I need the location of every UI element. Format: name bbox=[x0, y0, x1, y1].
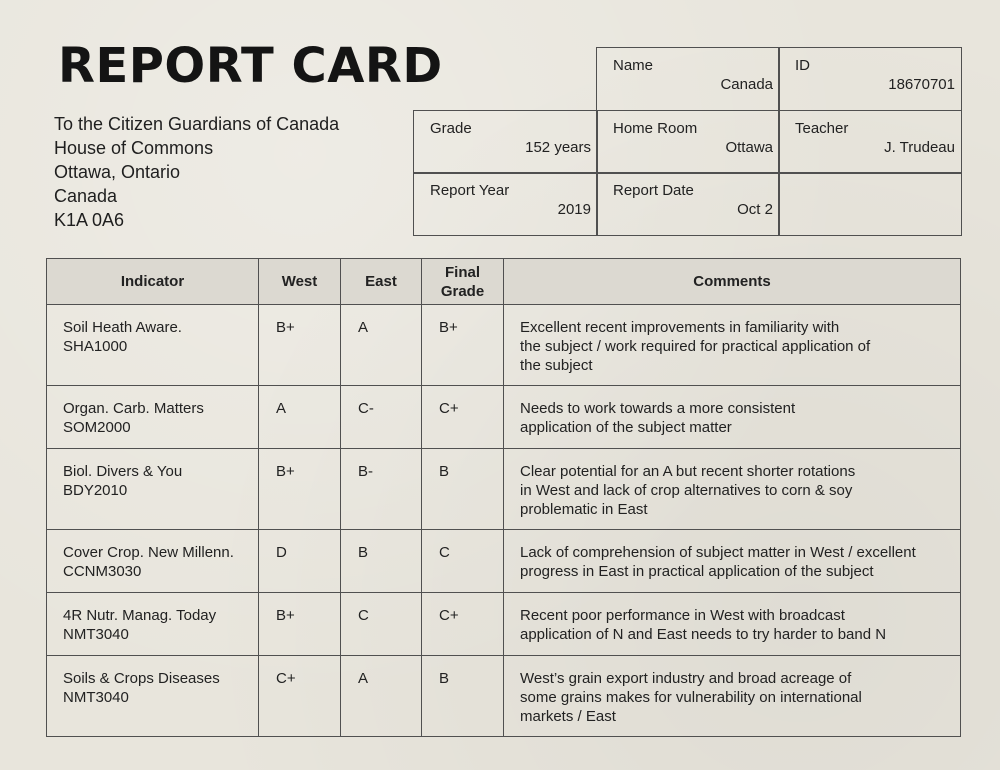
east-grade: B- bbox=[341, 449, 422, 530]
comment-line: Lack of comprehension of subject matter in West / excellent bbox=[520, 544, 916, 561]
comment-line: problematic in East bbox=[520, 501, 648, 518]
indicator-name: Soils & Crops Diseases bbox=[63, 670, 220, 687]
west-grade: B+ bbox=[259, 449, 341, 530]
final-grade: C+ bbox=[422, 386, 504, 449]
west-grade: B+ bbox=[259, 305, 341, 386]
final-grade: B bbox=[422, 449, 504, 530]
east-grade: C bbox=[341, 593, 422, 656]
report-date-cell bbox=[596, 172, 780, 236]
west-grade: D bbox=[259, 530, 341, 593]
grade-label: Grade bbox=[430, 120, 472, 137]
empty-cell bbox=[778, 172, 962, 236]
table-header-row bbox=[47, 259, 961, 305]
final-grade: C bbox=[422, 530, 504, 593]
report-date-label: Report Date bbox=[613, 182, 694, 199]
indicator-code: NMT3040 bbox=[63, 626, 129, 643]
header-final-line2: Grade bbox=[440, 282, 485, 300]
comment-cell bbox=[504, 449, 961, 530]
comment-line: the subject / work required for practical application of bbox=[520, 338, 871, 355]
header-east: East bbox=[341, 259, 422, 305]
comment-cell bbox=[504, 530, 961, 593]
table-row bbox=[47, 305, 961, 386]
home-room-value: Ottawa bbox=[725, 139, 773, 156]
address-line: Ottawa, Ontario bbox=[54, 162, 181, 182]
recipient-address bbox=[54, 112, 339, 232]
comment-line: West’s grain export industry and broad acreage of bbox=[520, 670, 852, 687]
report-year-cell bbox=[413, 172, 598, 236]
indicator-code: BDY2010 bbox=[63, 482, 128, 499]
east-grade: A bbox=[341, 305, 422, 386]
west-grade: C+ bbox=[259, 656, 341, 737]
address-line: K1A 0A6 bbox=[54, 210, 125, 230]
east-grade: C- bbox=[341, 386, 422, 449]
grades-table bbox=[46, 258, 961, 737]
header-indicator: Indicator bbox=[47, 259, 259, 305]
comment-cell bbox=[504, 656, 961, 737]
table-row bbox=[47, 530, 961, 593]
indicator-code: SOM2000 bbox=[63, 419, 131, 436]
east-grade: B bbox=[341, 530, 422, 593]
home-room-cell bbox=[596, 110, 780, 174]
header-final-line1: Final bbox=[444, 263, 480, 281]
west-grade: A bbox=[259, 386, 341, 449]
indicator-code: CCNM3030 bbox=[63, 563, 142, 580]
address-line: Canada bbox=[54, 186, 118, 206]
comment-cell bbox=[504, 593, 961, 656]
comment-line: Excellent recent improvements in familiarity with bbox=[520, 319, 840, 336]
report-year-value: 2019 bbox=[557, 201, 591, 218]
indicator-cell bbox=[47, 593, 259, 656]
final-grade: C+ bbox=[422, 593, 504, 656]
table-row bbox=[47, 386, 961, 449]
id-value: 18670701 bbox=[888, 76, 955, 93]
name-value: Canada bbox=[720, 76, 773, 93]
header-comments: Comments bbox=[504, 259, 961, 305]
indicator-name: Biol. Divers & You bbox=[63, 463, 183, 480]
final-grade: B bbox=[422, 656, 504, 737]
comment-cell bbox=[504, 386, 961, 449]
header-west: West bbox=[259, 259, 341, 305]
grade-cell bbox=[413, 110, 598, 174]
grade-value: 152 years bbox=[525, 139, 591, 156]
comment-line: application of N and East needs to try harder to band N bbox=[520, 626, 887, 643]
teacher-cell bbox=[778, 110, 962, 174]
page-title: REPORT CARD bbox=[58, 38, 443, 94]
comment-line: markets / East bbox=[520, 708, 616, 725]
id-cell bbox=[778, 47, 962, 111]
comment-line: Needs to work towards a more consistent bbox=[520, 400, 796, 417]
indicator-code: SHA1000 bbox=[63, 338, 128, 355]
teacher-value: J. Trudeau bbox=[884, 139, 955, 156]
report-year-label: Report Year bbox=[430, 182, 510, 199]
indicator-name: 4R Nutr. Manag. Today bbox=[63, 607, 217, 624]
indicator-cell bbox=[47, 656, 259, 737]
name-cell bbox=[596, 47, 780, 111]
home-room-label: Home Room bbox=[613, 120, 698, 137]
comment-line: Clear potential for an A but recent shorter rotations bbox=[520, 463, 856, 480]
comment-line: some grains makes for vulnerability on international bbox=[520, 689, 862, 706]
indicator-cell bbox=[47, 449, 259, 530]
report-date-value: Oct 2 bbox=[737, 201, 773, 218]
name-label: Name bbox=[613, 57, 654, 74]
indicator-name: Organ. Carb. Matters bbox=[63, 400, 204, 417]
west-grade: B+ bbox=[259, 593, 341, 656]
comment-line: in West and lack of crop alternatives to corn & soy bbox=[520, 482, 853, 499]
indicator-cell bbox=[47, 305, 259, 386]
comment-line: the subject bbox=[520, 357, 593, 374]
comment-line: progress in East in practical application of the subject bbox=[520, 563, 874, 580]
header-final-grade bbox=[422, 259, 504, 305]
table-row bbox=[47, 593, 961, 656]
indicator-code: NMT3040 bbox=[63, 689, 129, 706]
east-grade: A bbox=[341, 656, 422, 737]
table-row bbox=[47, 449, 961, 530]
table-row bbox=[47, 656, 961, 737]
address-line: House of Commons bbox=[54, 138, 214, 158]
indicator-cell bbox=[47, 386, 259, 449]
teacher-label: Teacher bbox=[795, 120, 849, 137]
indicator-name: Soil Heath Aware. bbox=[63, 319, 182, 336]
comment-cell bbox=[504, 305, 961, 386]
final-grade: B+ bbox=[422, 305, 504, 386]
address-line: To the Citizen Guardians of Canada bbox=[54, 114, 340, 134]
indicator-name: Cover Crop. New Millenn. bbox=[63, 544, 234, 561]
id-label: ID bbox=[795, 57, 810, 74]
indicator-cell bbox=[47, 530, 259, 593]
comment-line: application of the subject matter bbox=[520, 419, 732, 436]
comment-line: Recent poor performance in West with broadcast bbox=[520, 607, 845, 624]
